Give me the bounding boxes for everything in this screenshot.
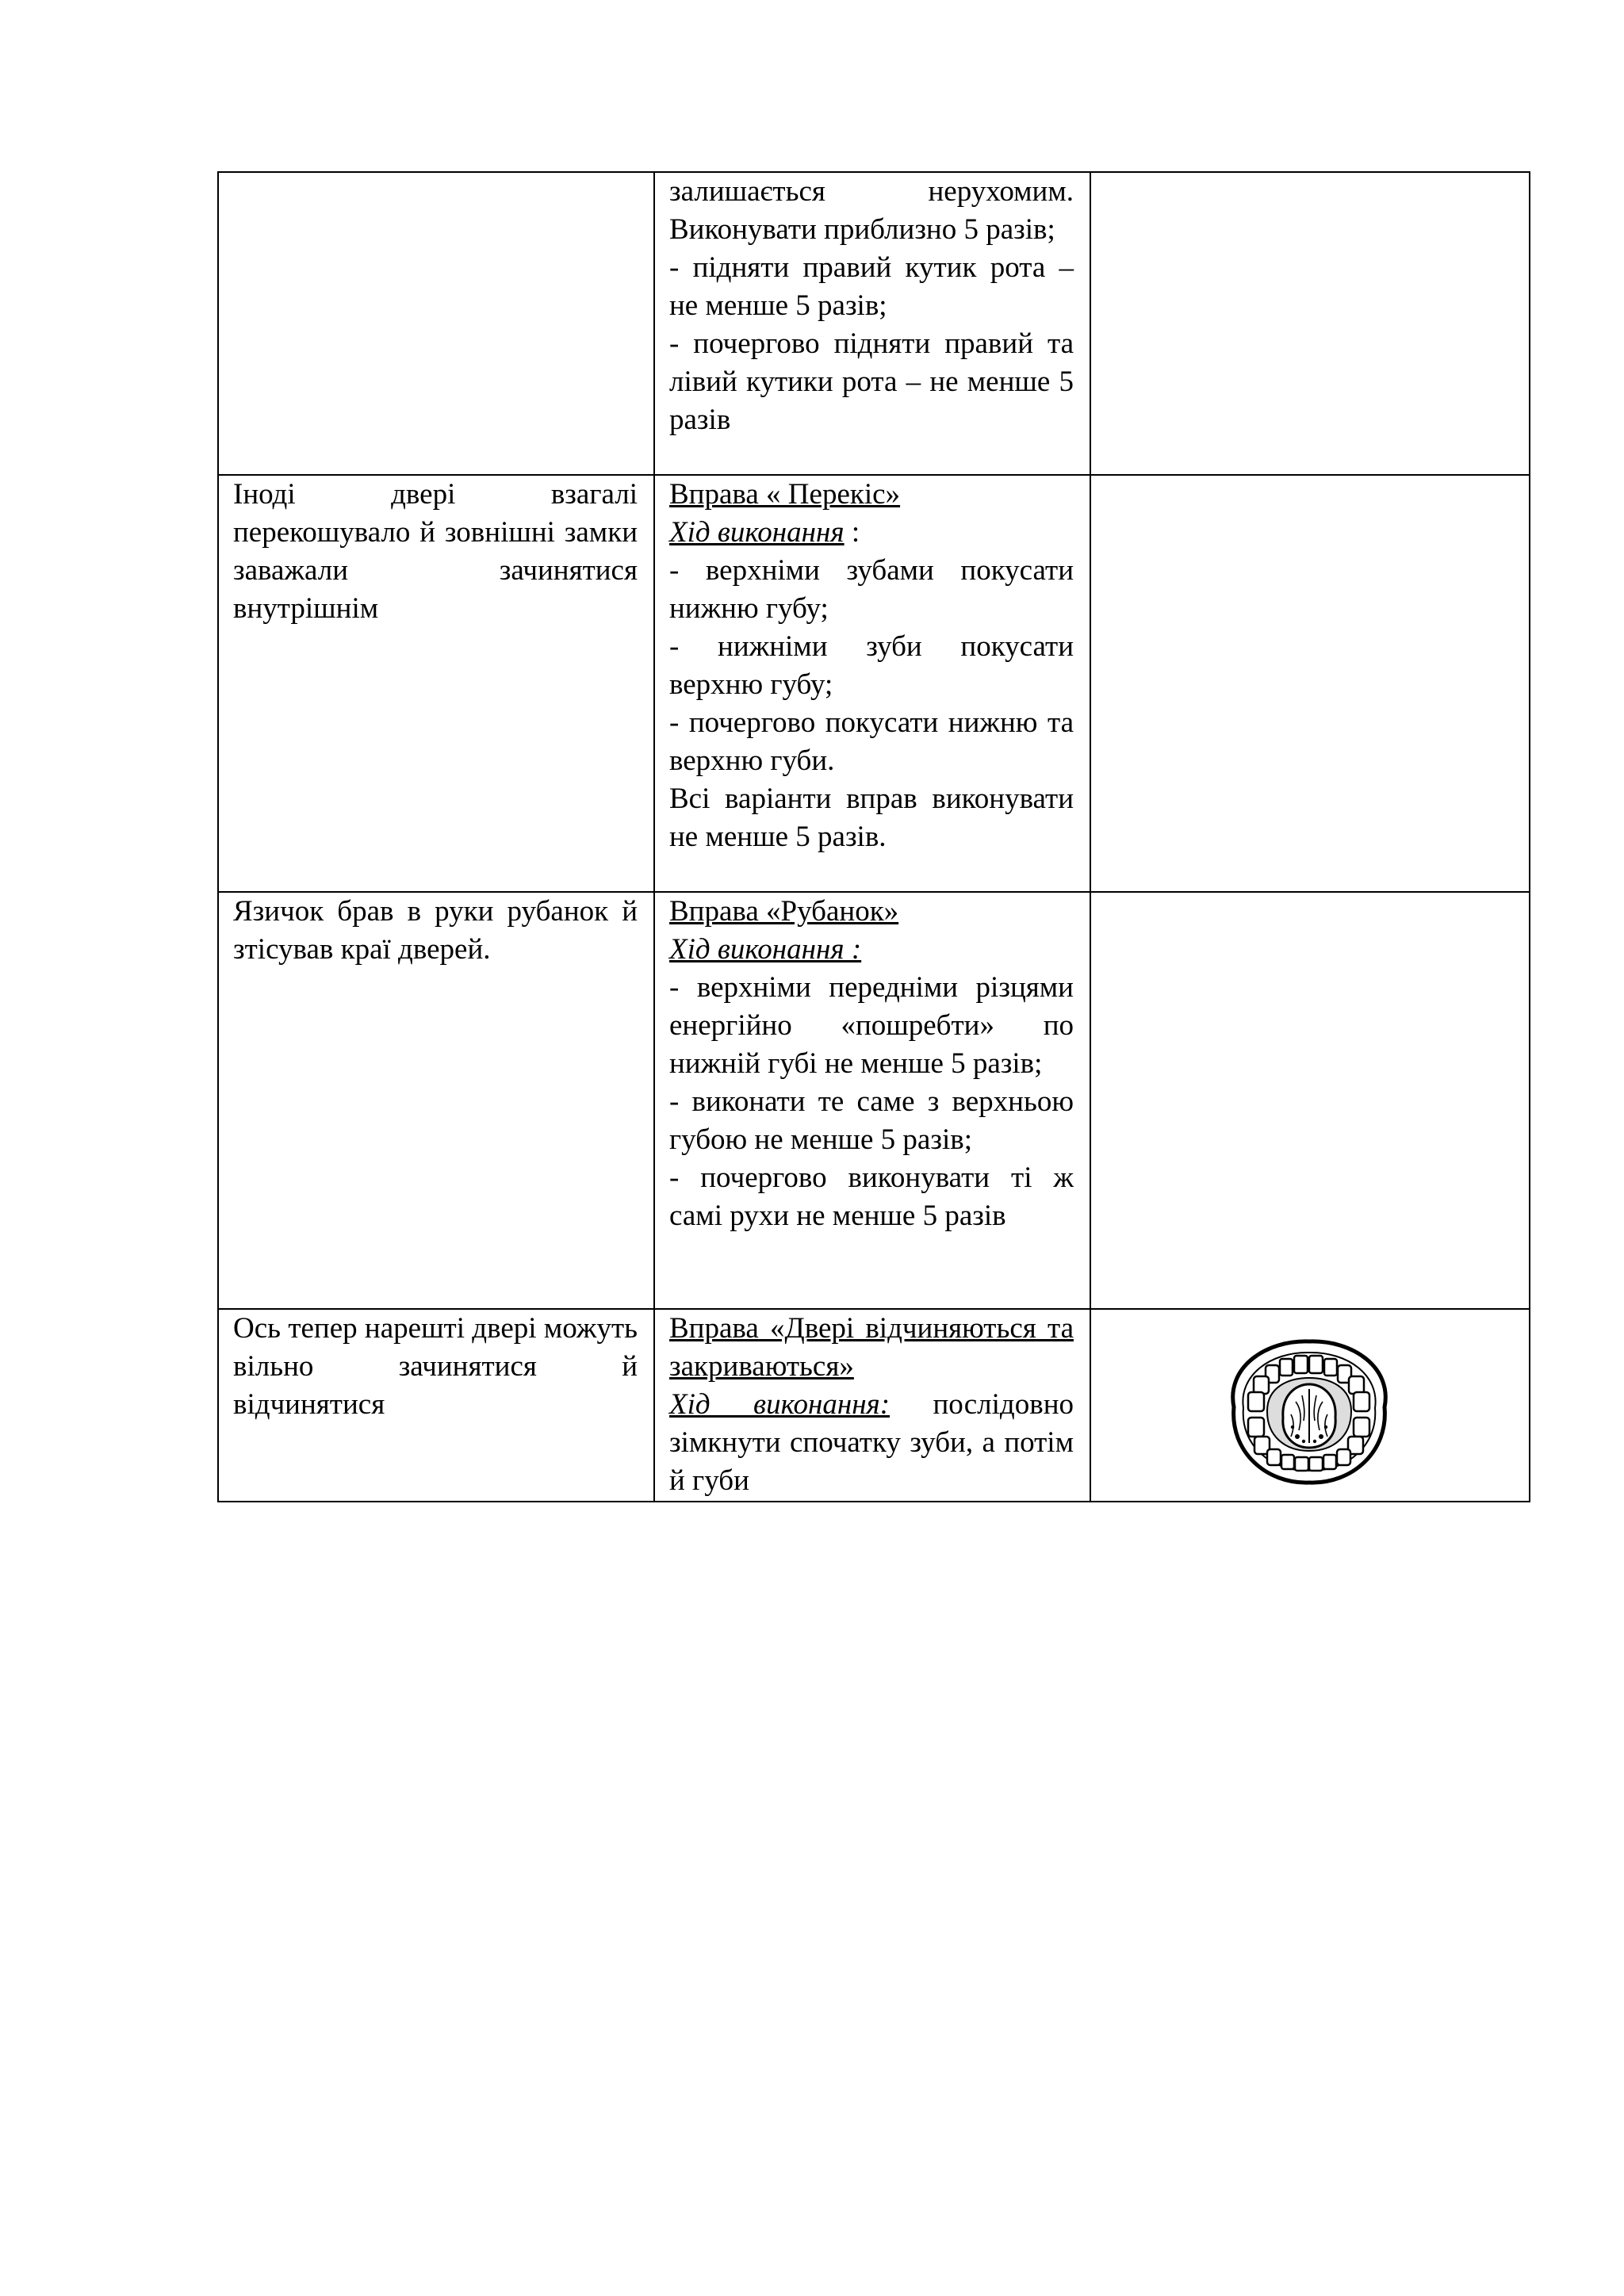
story-text: Язичок брав в руки рубанок й зтісував краї дверей. [233, 895, 638, 966]
table-row [218, 892, 1530, 1309]
story-cell [218, 172, 654, 475]
image-cell [1090, 475, 1530, 892]
exercise-step: - почергово підняти правий та лівий кутики рота – не менше 5 разів [669, 327, 1074, 436]
story-text: Ось тепер нарешті двері можуть вільно зачинятися й відчинятися [233, 1312, 638, 1421]
exercise-step: - верхніми зубами покусати нижню губу; [669, 554, 1074, 625]
exercise-cell [654, 475, 1090, 892]
image-cell [1090, 1309, 1530, 1502]
exercise-title: Вправа «Двері відчиняються та закриваються» [669, 1312, 1074, 1383]
exercise-step: - верхніми передніми різцями енергійно «пошребти» по нижній губі не менше 5 разів; [669, 971, 1074, 1080]
exercise-step: Всі варіанти вправ виконувати не менше 5 разів. [669, 783, 1074, 853]
exercise-step: - підняти правий кутик рота – не менше 5 разів; [669, 251, 1074, 322]
exercise-step: - нижніми зуби покусати верхню губу; [669, 630, 1074, 701]
table-row [218, 172, 1530, 475]
exercise-step: - почергово виконувати ті ж самі рухи не менше 5 разів [669, 1161, 1074, 1232]
exercise-step: - виконати те саме з верхньою губою не менше 5 разів; [669, 1085, 1074, 1156]
exercise-step: залишається нерухомим. Виконувати приблизно 5 разів; [669, 175, 1074, 246]
table-row [218, 1309, 1530, 1502]
exercise-cell [654, 892, 1090, 1309]
story-text: Іноді двері взагалі перекошувало й зовнішні замки заважали зачинятися внутрішнім [233, 478, 638, 625]
story-cell [218, 475, 654, 892]
exercise-cell [654, 1309, 1090, 1502]
open-mouth-illustration-icon [1218, 1332, 1400, 1501]
howto-label: Хід виконання [669, 516, 845, 549]
howto-text: послідовно зімкнути спочатку зуби, а потім й губи [669, 1388, 1074, 1497]
image-cell [1090, 892, 1530, 1309]
exercise-title: Вправа « Перекіс» [669, 478, 901, 511]
story-cell [218, 1309, 654, 1502]
howto-suffix: : [844, 516, 860, 549]
howto-label: Хід виконання : [669, 933, 862, 966]
howto-label: Хід виконання: [669, 1388, 891, 1421]
table-row [218, 475, 1530, 892]
exercise-table [217, 171, 1530, 1502]
image-cell [1090, 172, 1530, 475]
story-cell [218, 892, 654, 1309]
exercise-title: Вправа «Рубанок» [669, 895, 899, 928]
exercise-cell [654, 172, 1090, 475]
exercise-step: - почергово покусати нижню та верхню губи. [669, 706, 1074, 777]
